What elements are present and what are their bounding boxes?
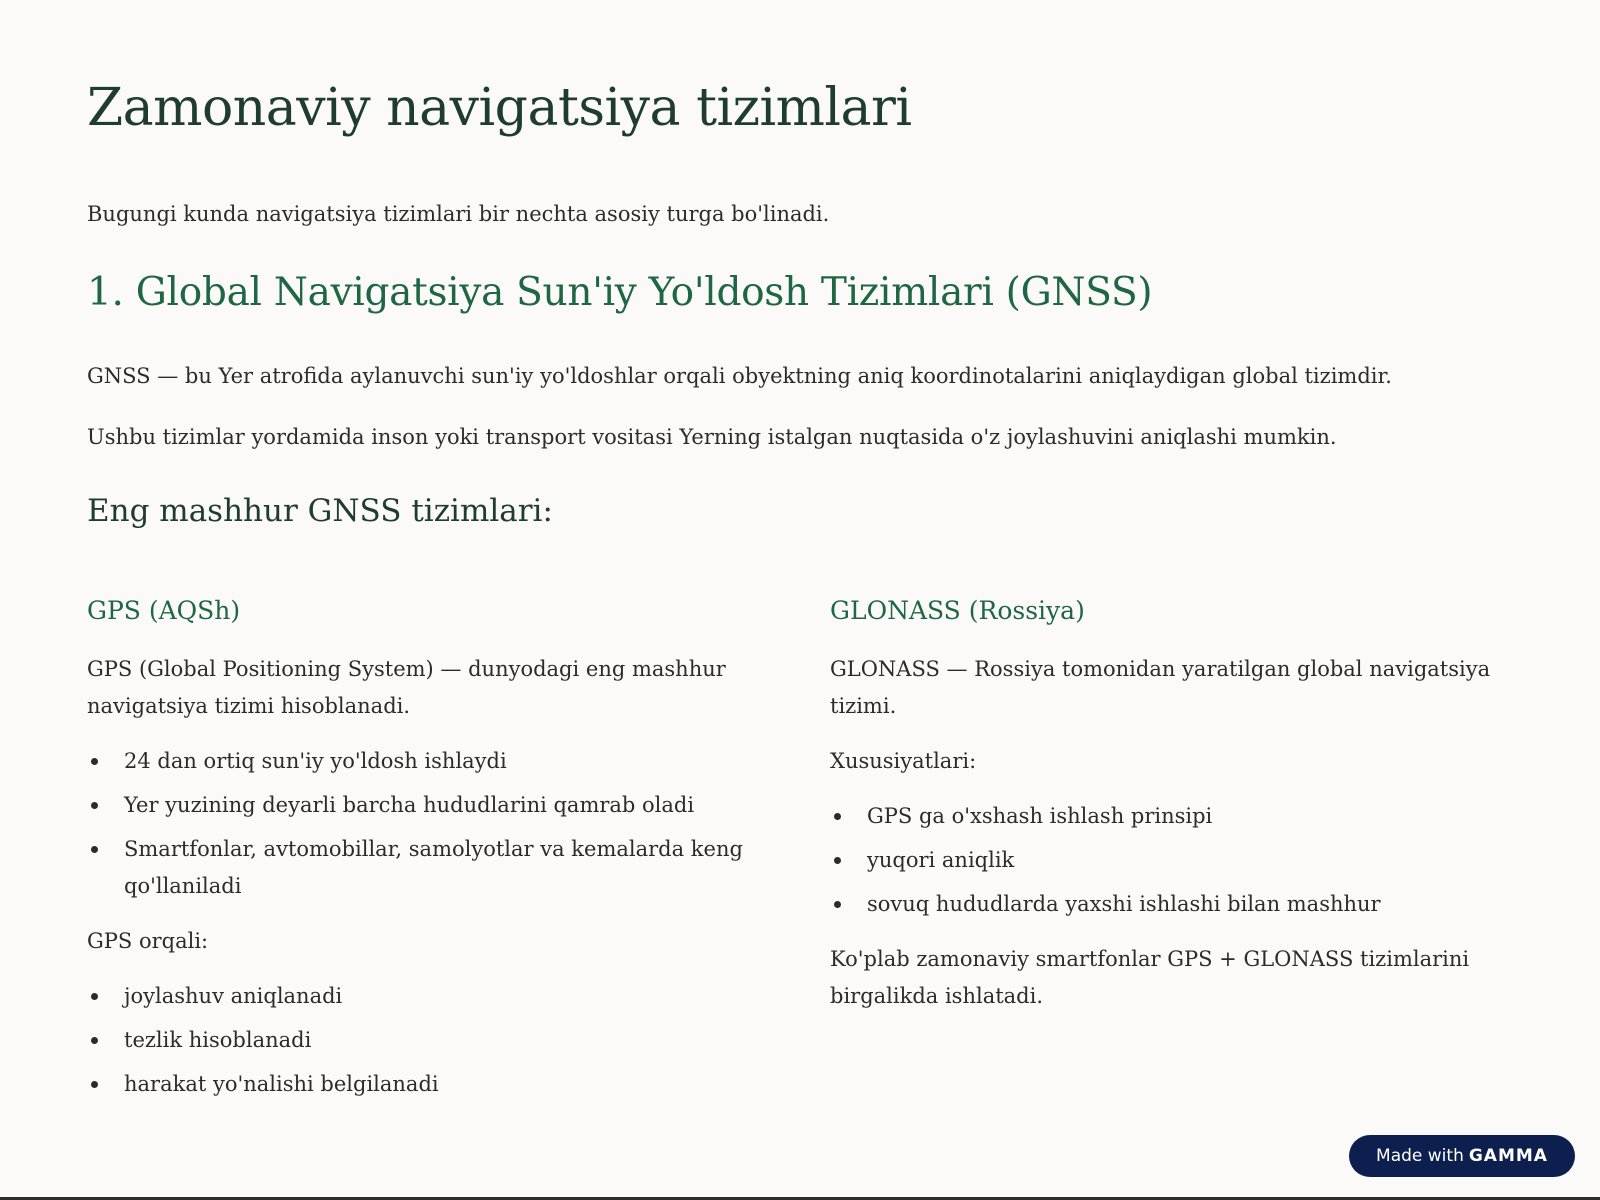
gps-usage-label: GPS orqali:: [87, 929, 209, 953]
section-heading: 1. Global Navigatsiya Sun'iy Yo'ldosh Tizimlari (GNSS): [87, 270, 1153, 315]
intro-text: Bugungi kunda navigatsiya tizimlari bir nechta asosiy turga bo'linadi.: [87, 202, 830, 226]
subheading: Eng mashhur GNSS tizimlari:: [87, 493, 553, 529]
gps-heading: GPS (AQSh): [87, 596, 241, 625]
glonass-description: GLONASS — Rossiya tomonidan yaratilgan global navigatsiya tizimi.: [830, 657, 1491, 718]
list-item: sovuq hududlarda yaxshi ishlashi bilan mashhur: [830, 886, 1510, 923]
gps-description: GPS (Global Positioning System) — dunyodagi eng mashhur navigatsiya tizimi hisoblanadi.: [87, 657, 726, 718]
made-with-gamma-badge[interactable]: [1349, 1135, 1575, 1177]
glonass-features-list: [830, 798, 1510, 923]
page-title: Zamonaviy navigatsiya tizimlari: [87, 78, 912, 138]
badge-prefix: Made with: [1376, 1146, 1464, 1166]
list-item: 24 dan ortiq sun'iy yo'ldosh ishlaydi: [87, 743, 767, 780]
gnss-definition: GNSS — bu Yer atrofida aylanuvchi sun'iy yo'ldoshlar orqali obyektning aniq koordinotalarini aniqlaydigan global tizimdir.: [87, 364, 1392, 388]
gps-column: [87, 595, 767, 1121]
list-item: joylashuv aniqlanadi: [87, 978, 767, 1015]
list-item: harakat yo'nalishi belgilanadi: [87, 1066, 767, 1103]
list-item: yuqori aniqlik: [830, 842, 1510, 879]
list-item: Smartfonlar, avtomobillar, samolyotlar va kemalarda keng qo'llaniladi: [87, 831, 767, 905]
glonass-column: [830, 595, 1510, 1033]
list-item: tezlik hisoblanadi: [87, 1022, 767, 1059]
list-item: GPS ga o'xshash ishlash prinsipi: [830, 798, 1510, 835]
gnss-usage: Ushbu tizimlar yordamida inson yoki transport vositasi Yerning istalgan nuqtasida o'z joylashuvini aniqlashi mumkin.: [87, 425, 1337, 449]
list-item: Yer yuzining deyarli barcha hududlarini qamrab oladi: [87, 787, 767, 824]
gamma-logo: GAMMA: [1468, 1146, 1548, 1166]
gps-features-list: [87, 743, 767, 905]
glonass-features-label: Xususiyatlari:: [830, 749, 977, 773]
glonass-heading: GLONASS (Rossiya): [830, 596, 1085, 625]
gps-usage-list: [87, 978, 767, 1103]
glonass-conclusion: Ko'plab zamonaviy smartfonlar GPS + GLONASS tizimlarini birgalikda ishlatadi.: [830, 947, 1470, 1008]
